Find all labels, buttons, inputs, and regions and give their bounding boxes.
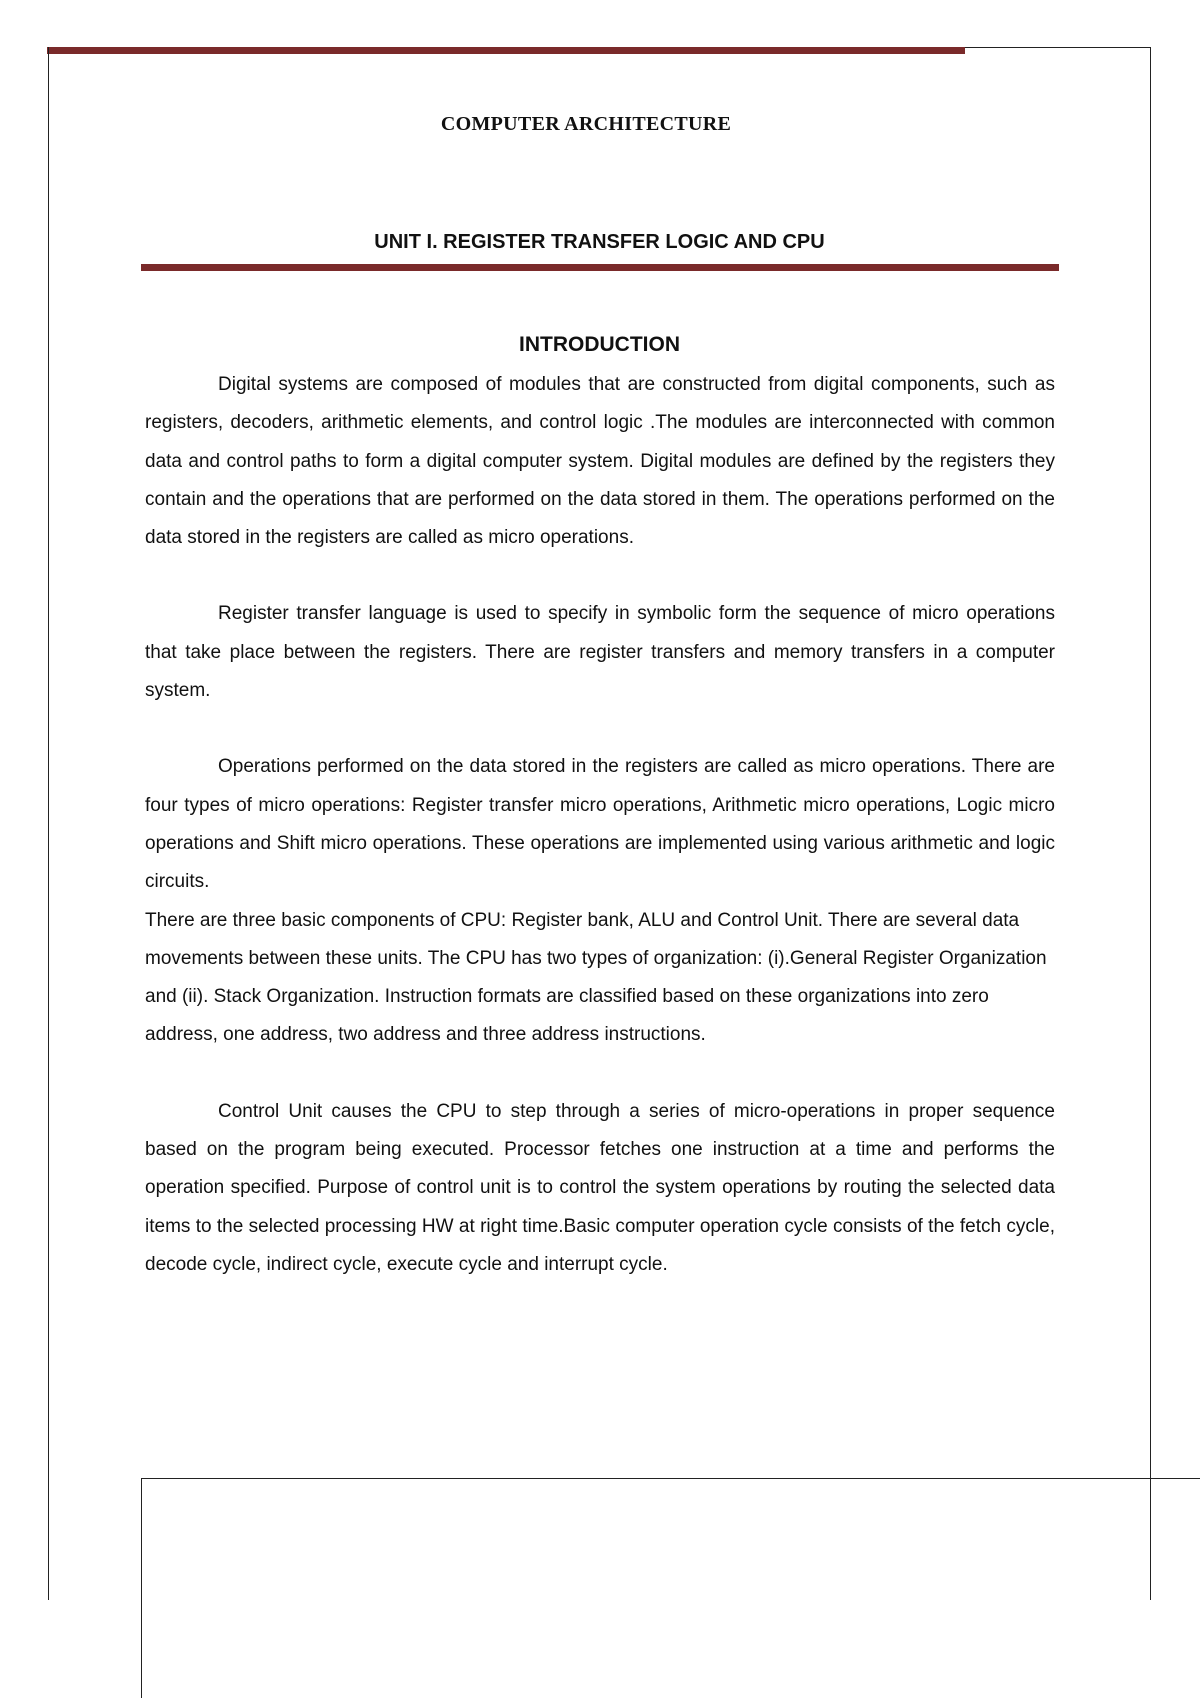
left-frame-line bbox=[48, 47, 49, 1600]
paragraph-control-unit: Control Unit causes the CPU to step through a series of micro-operations in proper sequence based on the program being executed. Processor fetches one instruction at a time and performs the operation specified. Purpose of control unit is to control the system operations by routing the selected data items to the selected processing HW at right time.Basic computer operation cycle consists of the fetch cycle, decode cycle, indirect cycle, execute cycle and interrupt cycle. bbox=[145, 1100, 1055, 1275]
paragraph-micro-operations: Operations performed on the data stored in the registers are called as micro operations. There are four types of micro operations: Register transfer micro operations, Arithmetic micro operations, Logic micro operations and Shift micro operations. These operations are implemented using various arithmetic and logic circuits. bbox=[145, 756, 1055, 893]
paragraph-register-transfer-language: Register transfer language is used to specify in symbolic form the sequence of micro operations that take place between the registers. There are register transfers and memory transfers in a computer system. bbox=[145, 603, 1055, 702]
paragraph-digital-systems: Digital systems are composed of modules that are constructed from digital components, such as registers, decoders, arithmetic elements, and control logic .The modules are interconnected with common data and control paths to form a digital computer system. Digital modules are defined by the registers they contain and the operations that are performed on the data stored in them. The operations performed on the data stored in the registers are called as micro operations. bbox=[145, 374, 1055, 549]
right-frame-line bbox=[1150, 47, 1151, 1600]
footer-left-line bbox=[141, 1478, 142, 1698]
document-title: COMPUTER ARCHITECTURE bbox=[440, 113, 732, 135]
section-heading: INTRODUCTION bbox=[519, 333, 680, 356]
body-content bbox=[145, 366, 1055, 1284]
top-decorative-rule bbox=[47, 47, 965, 54]
top-frame-line bbox=[965, 47, 1151, 48]
unit-title-rule bbox=[141, 264, 1059, 271]
footer-frame-line bbox=[141, 1478, 1200, 1479]
unit-title: UNIT I. REGISTER TRANSFER LOGIC AND CPU bbox=[374, 231, 825, 253]
paragraph-cpu-components: There are three basic components of CPU: Register bank, ALU and Control Unit. There are several data movements between these units. The CPU has two types of organization: (i).General Register Organization and (ii). Stack Organization. Instruction formats are classified based on these organizations into zero address, one address, two address and three address instructions. bbox=[145, 909, 1047, 1046]
